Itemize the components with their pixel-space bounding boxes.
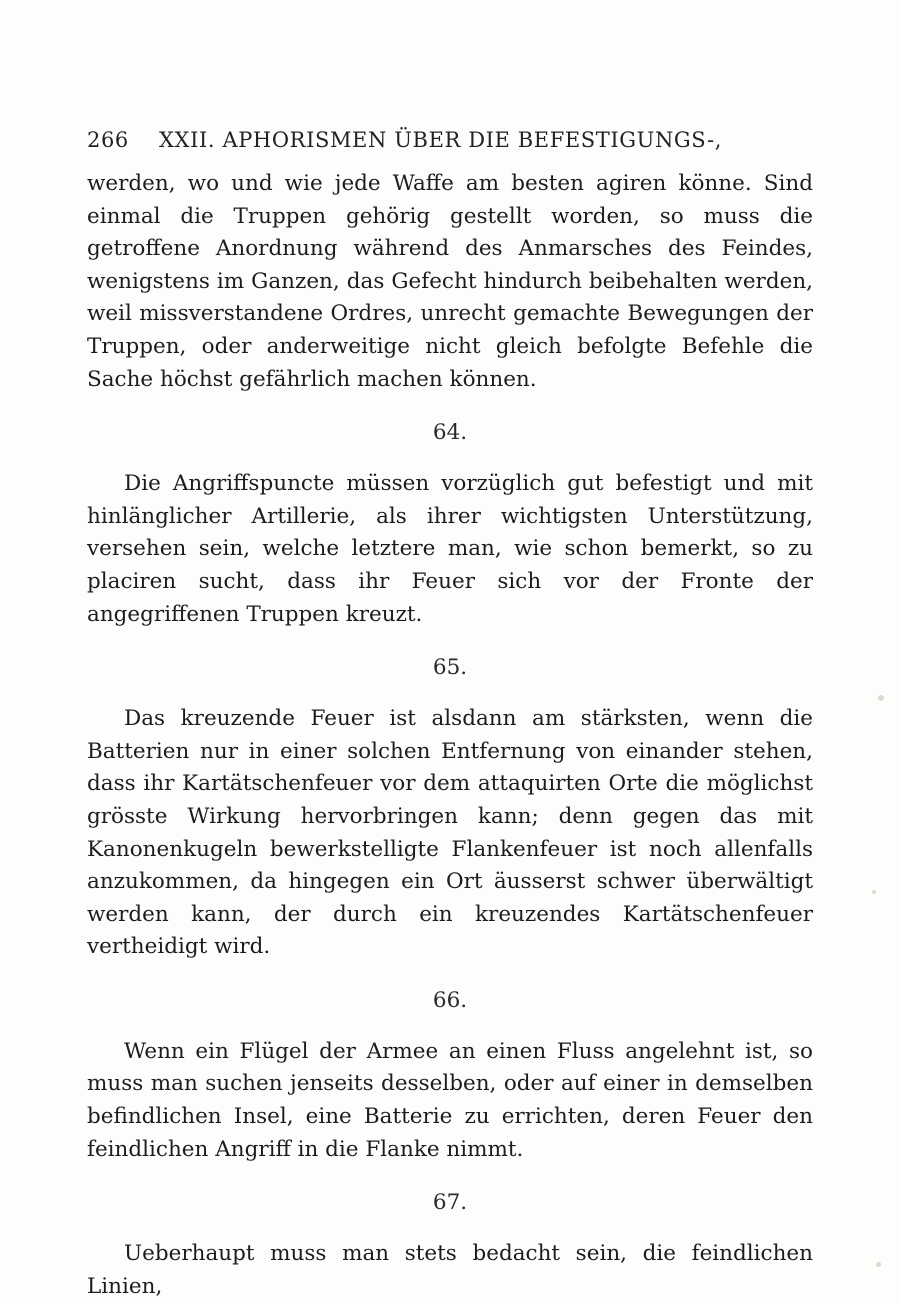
section-number-66: 66. xyxy=(432,987,468,1013)
paragraph-66: Wenn ein Flügel der Armee an einen Fluss angelehnt ist, so muss man suchen jenseits desselben, oder auf einer in demselben befindlichen Insel, eine Batterie zu errichten, deren Feuer den feindlichen Angriff in die Flanke nimmt. xyxy=(87,1038,813,1162)
paper-speck xyxy=(876,1262,881,1267)
running-title: XXII. APHORISMEN ÜBER DIE BEFESTIGUNGS-, xyxy=(159,128,723,152)
section-number-65: 65. xyxy=(432,655,468,681)
paragraph-64: Die Angriffspuncte müssen vorzüglich gut befestigt und mit hinlänglicher Artillerie, als ihrer wichtigsten Unterstützung, versehen sein, welche letztere man, wie schon bemerkt, so zu placiren sucht, dass ihr Feuer sich vor der Fronte der angegriffenen Truppen kreuzt. xyxy=(87,471,813,627)
section-number-67: 67. xyxy=(432,1190,468,1216)
section-number-64: 64. xyxy=(432,420,468,446)
paragraph-67: Ueberhaupt muss man stets bedacht sein, die feindlichen Linien, xyxy=(87,1241,813,1299)
paper-speck xyxy=(878,695,884,701)
paper-speck xyxy=(872,890,876,894)
running-header xyxy=(87,128,813,168)
paragraph-continued: werden, wo und wie jede Waffe am besten agiren könne. Sind einmal die Truppen gehörig gestellt worden, so muss die getroffene Anordnung während des Anmarsches des Feindes, wenigstens im Ganzen, das Gefecht hindurch beibehalten werden, weil missverstandene Ordres, unrecht gemachte Bewegungen der Truppen, oder anderweitige nicht gleich befolgte Befehle die Sache höchst gefährlich machen können. xyxy=(87,171,813,392)
book-page xyxy=(87,128,813,1303)
page-number: 266 xyxy=(87,128,129,152)
paragraph-65: Das kreuzende Feuer ist alsdann am stärksten, wenn die Batterien nur in einer solchen Entfernung von einander stehen, dass ihr Kartätschenfeuer vor dem attaquirten Orte die möglichst grösste Wirkung hervorbringen kann; denn gegen das mit Kanonenkugeln bewerkstelligte Flankenfeuer ist noch allenfalls anzukommen, da hingegen ein Ort äusserst schwer überwältigt werden kann, der durch ein kreuzendes Kartätschenfeuer vertheidigt wird. xyxy=(87,706,813,960)
